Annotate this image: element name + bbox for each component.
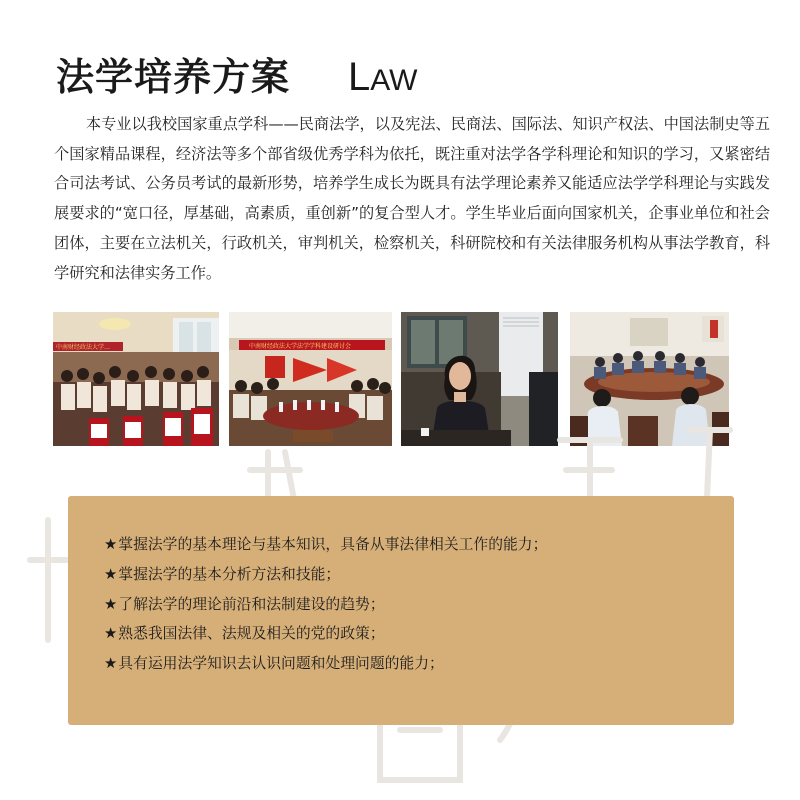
intro-paragraph: 本专业以我校国家重点学科——民商法学，以及宪法、民商法、国际法、知识产权法、中国法制史等五个国家精品课程，经济法等多个部省级优秀学科为依托，既注重对法学各学科理论和知识的学习，又紧密结合司法考试、公务员考试的最新形势，培养学生成长为既具有法学理论素养又能适应法学学科理论与实践发展要求的“宽口径，厚基础，高素质，重创新”的复合型人才。学生毕业后面向国家机关，企事业单位和社会团体，主要在立法机关，行政机关，审判机关，检察机关，科研院校和有关法律服务机构从事法学教育，科学研究和法律实务工作。 (54, 115, 770, 282)
objective-text: 具有运用法学知识去认识问题和处理问题的能力； (118, 655, 444, 673)
photo-banquet-group (53, 312, 219, 446)
objectives-panel (68, 496, 734, 725)
page-title-english (348, 55, 417, 100)
objective-item (104, 590, 547, 620)
photo-conference-room (229, 312, 392, 446)
objective-text: 掌握法学的基本理论与基本知识，具备从事法律相关工作的能力； (118, 536, 548, 553)
objective-item (104, 649, 547, 679)
page-title: 法学培养方案 (56, 55, 291, 99)
star-icon: ★ (104, 625, 118, 643)
photo-banner-text: 中南财经政法大学… (56, 344, 111, 351)
photo-seminar-table (570, 312, 729, 446)
objective-item (104, 560, 547, 590)
star-icon: ★ (104, 536, 118, 553)
objective-item (104, 619, 547, 649)
objective-item (104, 530, 547, 560)
photo-speaker (401, 312, 558, 446)
star-icon: ★ (104, 655, 118, 673)
photo-banner-text: 中南财经政法大学法学学科建设研讨会 (249, 343, 352, 350)
star-icon: ★ (104, 565, 118, 583)
star-icon: ★ (104, 595, 118, 613)
title-english-initial: L (348, 55, 371, 99)
objective-text: 掌握法学的基本分析方法和技能； (118, 565, 341, 583)
photo-strip (53, 312, 729, 446)
objective-text: 了解法学的理论前沿和法制建设的趋势； (118, 595, 385, 613)
objective-text: 熟悉我国法律、法规及相关的党的政策； (118, 625, 385, 643)
title-english-rest: AW (370, 64, 418, 97)
objectives-list (104, 530, 547, 679)
page-header (56, 46, 417, 100)
